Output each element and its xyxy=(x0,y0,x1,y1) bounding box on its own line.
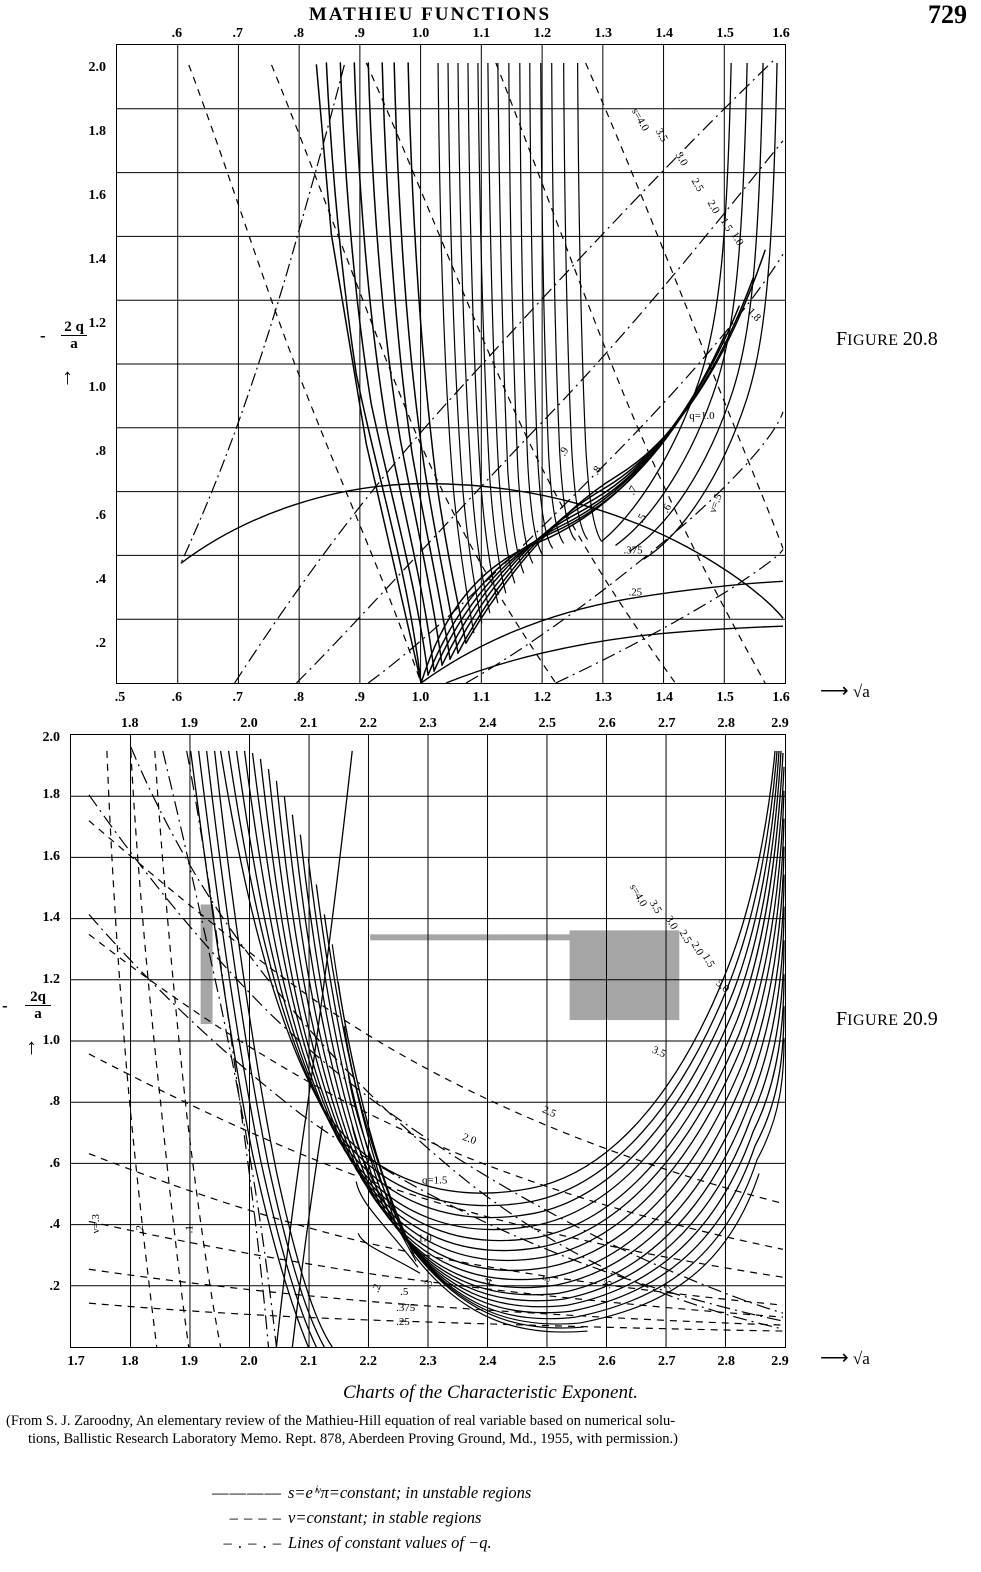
svg-text:.25: .25 xyxy=(628,586,643,599)
tick-label: .6 xyxy=(171,26,183,41)
minus-sign: - xyxy=(2,996,8,1015)
chart-svg-20-9 xyxy=(71,735,785,1347)
figure-number: 20.9 xyxy=(902,1008,938,1030)
running-head: MATHIEU FUNCTIONS xyxy=(308,4,552,25)
tick-label: .8 xyxy=(293,26,304,41)
legend-label-dashdot: Lines of constant values of −q. xyxy=(288,1533,492,1552)
tick-label: 2.9 xyxy=(771,716,789,731)
page-header xyxy=(0,0,981,34)
svg-text:3.5: 3.5 xyxy=(652,126,671,145)
tick-label: 1.3 xyxy=(594,690,613,705)
svg-text:.5: .5 xyxy=(634,511,650,525)
tick-label: 1.8 xyxy=(88,124,106,139)
tick-label: 1.5 xyxy=(716,26,734,41)
tick-label: 1.9 xyxy=(180,716,199,731)
figure-caption-20-9: FIGURE 20.9 xyxy=(836,1008,938,1030)
figure-20-8 xyxy=(88,26,790,705)
tick-label: .5 xyxy=(114,690,126,705)
source-line-2: tions, Ballistic Research Laboratory Memo. Rept. 878, Aberdeen Proving Ground, Md., 1955, with permission.) xyxy=(28,1431,678,1447)
svg-text:2.5: 2.5 xyxy=(676,927,694,946)
tick-label: 1.0 xyxy=(411,690,430,705)
svg-text:1.5: 1.5 xyxy=(699,951,717,970)
svg-text:2.5: 2.5 xyxy=(688,176,706,194)
y-axis-arrow-icon-20-9: ↑ xyxy=(26,1034,37,1059)
tick-label: 1.6 xyxy=(88,188,106,203)
legend xyxy=(190,1480,830,1555)
svg-text:.2: .2 xyxy=(133,1225,146,1234)
source-line-1: (From S. J. Zaroodny, An elementary review of the Mathieu-Hill equation of real variable based on numerical solu- xyxy=(6,1413,676,1429)
tick-label: 1.1 xyxy=(472,690,491,705)
tick-label: 1.0 xyxy=(42,1033,60,1048)
svg-text:2.0: 2.0 xyxy=(688,939,706,958)
svg-text:2.0: 2.0 xyxy=(704,198,722,216)
tick-label: 1.0 xyxy=(88,380,106,395)
tick-label: 2.6 xyxy=(598,1354,616,1369)
svg-text:1.0: 1.0 xyxy=(728,229,746,248)
tick-label: 1.2 xyxy=(88,316,106,331)
tick-label: .6 xyxy=(171,690,183,705)
svg-text:1.0: 1.0 xyxy=(418,1232,432,1245)
charts-title: Charts of the Characteristic Exponent. xyxy=(342,1382,638,1403)
svg-text:3.0: 3.0 xyxy=(672,150,690,169)
tick-label: 1.4 xyxy=(655,26,673,41)
tick-label: 1.0 xyxy=(411,26,430,41)
minus-sign: - xyxy=(40,326,46,345)
tick-label: 1.4 xyxy=(42,910,60,926)
tick-label: .6 xyxy=(95,508,106,523)
tick-label: 2.5 xyxy=(538,716,557,731)
svg-text:.5: .5 xyxy=(400,1286,409,1299)
tick-label: 2.9 xyxy=(771,1354,789,1369)
tick-label: 2.1 xyxy=(299,1354,318,1369)
tick-label: 2.0 xyxy=(42,730,60,745)
tick-label: .2 xyxy=(95,636,106,651)
tick-label: 2.1 xyxy=(299,716,318,731)
tick-label: 1.9 xyxy=(180,1354,199,1369)
tick-label: .6 xyxy=(49,1155,60,1171)
x-axis-label-20-8: ⟶ √a xyxy=(820,680,870,702)
tick-label: .8 xyxy=(293,690,304,705)
tick-label: 2.8 xyxy=(717,716,736,731)
tick-label: 2.3 xyxy=(419,1354,437,1369)
svg-text:.9: .9 xyxy=(556,445,572,459)
tick-label: 1.5 xyxy=(716,690,734,705)
tick-label: 2.0 xyxy=(88,60,106,75)
tick-label: 2.5 xyxy=(538,1354,557,1369)
tick-label: 2.6 xyxy=(598,716,616,731)
y-label-numerator: 2 q xyxy=(64,319,84,335)
tick-label: 1.7 xyxy=(67,1354,85,1369)
tick-label: .4 xyxy=(49,1217,60,1233)
svg-text:s=4.0: s=4.0 xyxy=(628,106,652,134)
y-axis-label-20-9 xyxy=(2,989,68,1023)
y-label-numerator: 2q xyxy=(30,989,46,1005)
tick-label: .9 xyxy=(354,690,365,705)
svg-text:.7: .7 xyxy=(625,483,641,498)
tick-label: 2.2 xyxy=(359,716,378,731)
tick-label: .9 xyxy=(354,26,365,41)
x-axis-label-text: √a xyxy=(852,682,870,701)
tick-label: 1.8 xyxy=(120,1354,139,1369)
plot-area-20-8 xyxy=(116,44,786,684)
tick-label: 2.4 xyxy=(478,1354,497,1369)
svg-text:.6: .6 xyxy=(601,1278,616,1291)
svg-text:3.5: 3.5 xyxy=(650,1043,668,1061)
svg-text:2.0: 2.0 xyxy=(460,1131,478,1148)
svg-text:q=1.0: q=1.0 xyxy=(689,409,715,422)
svg-text:2.5: 2.5 xyxy=(540,1103,558,1121)
y-label-denominator: a xyxy=(70,336,78,352)
tick-label: 1.6 xyxy=(42,848,60,864)
svg-text:ν=.3: ν=.3 xyxy=(89,1214,102,1234)
chart-svg-20-8 xyxy=(117,45,785,683)
svg-text:ν=.5: ν=.5 xyxy=(706,492,725,515)
tick-label: 2.3 xyxy=(419,716,437,731)
svg-text:.6: .6 xyxy=(659,501,675,516)
tick-label: 1.6 xyxy=(772,690,790,705)
legend-key-dashed: – – – – xyxy=(229,1508,282,1527)
plot-area-20-9 xyxy=(70,734,786,1348)
tick-label: 1.2 xyxy=(42,971,60,987)
figure-caption-20-8: FIGURE 20.8 xyxy=(836,328,938,350)
source-note xyxy=(6,1412,971,1448)
legend-item xyxy=(190,1530,830,1555)
tick-label: 2.2 xyxy=(359,1354,378,1369)
svg-text:.4: .4 xyxy=(481,1276,496,1289)
tick-label: .8 xyxy=(49,1094,60,1110)
svg-text:5.0: 5.0 xyxy=(713,977,732,996)
tick-label: 1.4 xyxy=(655,690,673,705)
legend-item xyxy=(190,1480,830,1505)
tick-label: 1.2 xyxy=(533,690,552,705)
legend-label-dashed: ν=constant; in stable regions xyxy=(288,1508,482,1527)
legend-key-dashdot: – . – . – xyxy=(223,1533,282,1552)
tick-label: 2.7 xyxy=(657,1354,676,1369)
legend-item xyxy=(190,1505,830,1530)
x-axis-label-text: √a xyxy=(852,1349,870,1368)
tick-label: .4 xyxy=(95,572,106,587)
tick-label: 1.8 xyxy=(120,716,139,731)
tick-label: 1.8 xyxy=(42,787,60,803)
y-axis-arrow-icon-20-8: ↑ xyxy=(62,364,73,389)
tick-label: 1.6 xyxy=(772,26,790,41)
tick-label: .8 xyxy=(95,444,106,459)
svg-text:.8: .8 xyxy=(589,464,605,478)
figure-number: 20.8 xyxy=(902,328,938,350)
y-label-denominator: a xyxy=(34,1006,42,1022)
tick-label: 2.0 xyxy=(240,1354,258,1369)
svg-text:.1: .1 xyxy=(183,1225,196,1234)
tick-label: 1.3 xyxy=(594,26,613,41)
svg-text:.375: .375 xyxy=(623,544,643,557)
tick-label: 2.0 xyxy=(240,716,258,731)
tick-label: 1.4 xyxy=(88,252,106,267)
svg-text:3.5: 3.5 xyxy=(646,897,665,916)
svg-text:.5: .5 xyxy=(539,1274,554,1287)
svg-text:.7: .7 xyxy=(660,1282,675,1295)
tick-label: 2.8 xyxy=(717,1354,736,1369)
y-axis-label-20-8 xyxy=(40,319,104,353)
svg-text:.375: .375 xyxy=(396,1302,416,1315)
tick-label: .7 xyxy=(232,26,244,41)
legend-label-solid: s=eⁱᵛπ=constant; in unstable regions xyxy=(288,1483,532,1502)
svg-text:s=4.0: s=4.0 xyxy=(626,882,650,909)
figure-20-9 xyxy=(42,716,789,1369)
svg-text:1.8: 1.8 xyxy=(744,305,764,324)
legend-key-solid: ———— xyxy=(212,1483,282,1502)
page-number: 729 xyxy=(928,0,967,29)
svg-text:.25: .25 xyxy=(396,1316,410,1329)
svg-text:.2: .2 xyxy=(369,1282,384,1295)
svg-text:.3: .3 xyxy=(421,1278,436,1291)
tick-label: .7 xyxy=(232,690,244,705)
svg-text:1.5: 1.5 xyxy=(717,215,735,234)
svg-text:3.0: 3.0 xyxy=(662,913,680,932)
tick-label: 2.4 xyxy=(478,716,497,731)
tick-label: 1.1 xyxy=(472,26,491,41)
svg-text:q=1.5: q=1.5 xyxy=(422,1174,448,1187)
tick-label: 2.7 xyxy=(657,716,676,731)
tick-label: 1.2 xyxy=(533,26,552,41)
tick-label: .2 xyxy=(49,1278,60,1294)
x-axis-label-20-9: ⟶ √a xyxy=(820,1347,870,1369)
